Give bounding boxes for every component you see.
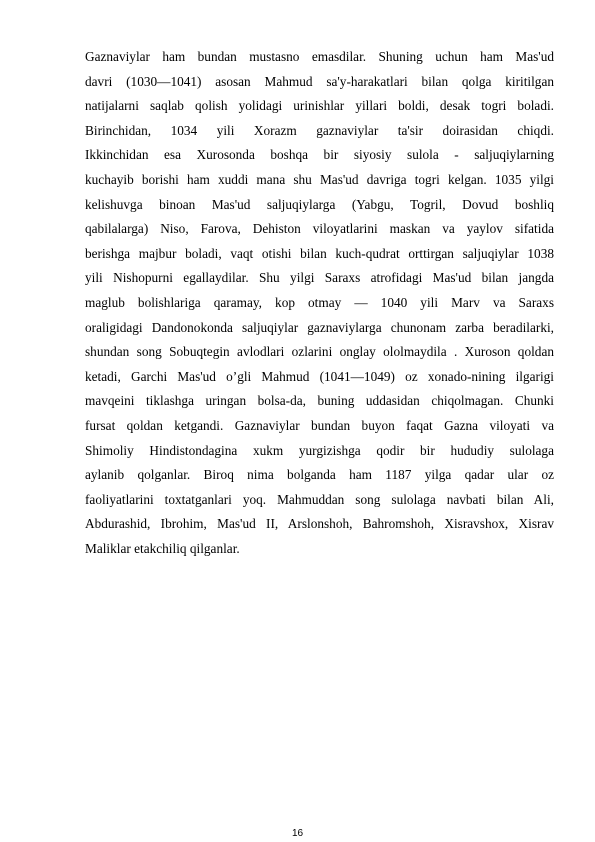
text-line: maglub bolishlariga qaramay, kop otmay — 1040 yili Marv va Saraxs <box>85 294 554 310</box>
text-line: faoliyatlarini toxtatganlari yoq. Mahmuddan song sulolaga navbati bilan Ali, <box>85 491 554 507</box>
text-line: Shimoliy Hindistondagina xukm yurgizishga qodir bir hududiy sulolaga <box>85 442 554 458</box>
text-line: Gaznaviylar ham bundan mustasno emasdilar. Shuning uchun ham Mas'ud <box>85 49 554 64</box>
page-number: 16 <box>291 828 304 839</box>
text-line: ketadi, Garchi Mas'ud o’gli Mahmud (1041—1049) oz xonado-nining ilgarigi <box>85 368 554 384</box>
text-line: Abdurashid, Ibrohim, Mas'ud II, Arslonshoh, Bahromshoh, Xisravshox, Xisrav <box>85 516 554 532</box>
text-line: berishga majbur boladi, vaqt otishi bilan kuch-qudrat orttirgan saljuqiylar 1038 <box>85 245 554 261</box>
text-line: kuchayib borishi ham xuddi mana shu Mas'ud davriga togri kelgan. 1035 yilgi <box>85 171 554 187</box>
text-line: fursat qoldan ketgandi. Gaznaviylar bundan buyon faqat Gazna viloyati va <box>85 417 554 433</box>
text-line: Maliklar etakchiliq qilganlar. <box>85 540 240 556</box>
text-line: Ikkinchidan esa Xurosonda boshqa bir siyosiy sulola - saljuqiylarning <box>85 147 554 163</box>
text-line: aylanib qolganlar. Biroq nima bolganda ham 1187 yilga qadar ular oz <box>85 467 554 483</box>
text-line: natijalarni saqlab qolish yolidagi urinishlar yillari boldi, desak togri boladi. <box>85 98 554 114</box>
text-line: shundan song Sobuqtegin avlodlari ozlarini onglay ololmaydila . Xuroson qoldan <box>85 344 554 360</box>
text-line: oraligidagi Dandonokonda saljuqiylar gaznaviylarga chunonam zarba beradilarki, <box>85 319 554 335</box>
text-line: mavqeini tiklashga uringan bolsa-da, buning uddasidan chiqolmagan. Chunki <box>85 393 554 409</box>
text-line: kelishuvga binoan Mas'ud saljuqiylarga (Yabgu, Togril, Dovud boshliq <box>85 196 554 212</box>
text-line: Birinchidan, 1034 yili Xorazm gaznaviylar ta'sir doirasidan chiqdi. <box>85 122 554 138</box>
text-line: qabilalarga) Niso, Farova, Dehiston viloyatlarini maskan va yaylov sifatida <box>85 221 554 237</box>
document-body <box>85 45 554 561</box>
text-line: davri (1030—1041) asosan Mahmud sa'y-harakatlari bilan qolga kiritilgan <box>85 73 554 89</box>
text-line: yili Nishopurni egallaydilar. Shu yilgi Saraxs atrofidagi Mas'ud bilan jangda <box>85 270 554 286</box>
